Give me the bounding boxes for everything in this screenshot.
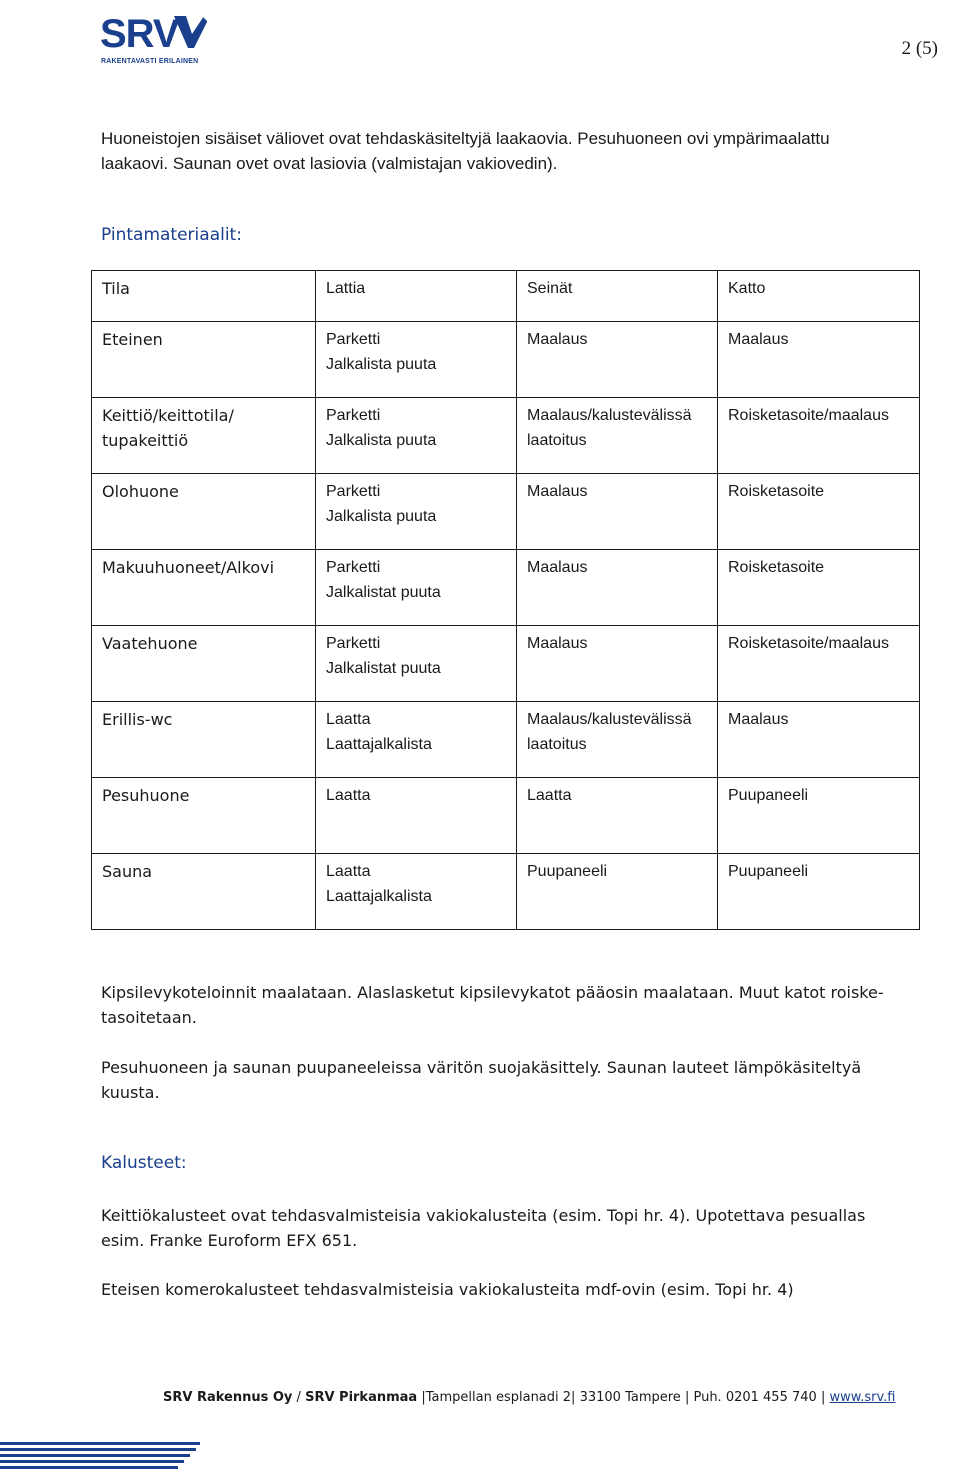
table-cell xyxy=(92,778,316,854)
table-cell xyxy=(316,626,517,702)
cell-line: Maalaus xyxy=(728,711,789,728)
footer-stripes-decoration xyxy=(0,1440,200,1470)
column-header: Lattia xyxy=(316,271,517,322)
cell-line: Laattajalkalista xyxy=(326,888,432,905)
page-number: 2 (5) xyxy=(901,38,938,59)
cell-line: Laatta xyxy=(326,863,371,880)
section-heading-pintamateriaalit: Pintamateriaalit: xyxy=(101,225,242,245)
table-cell xyxy=(718,778,920,854)
logo-check-icon xyxy=(172,14,212,50)
table-cell xyxy=(718,626,920,702)
cell-line: Maalaus xyxy=(527,483,588,500)
cell-line: Makuuhuoneet/Alkovi xyxy=(102,558,275,577)
cell-line: Sauna xyxy=(102,862,153,881)
notes-p2-line-2: kuusta. xyxy=(101,1083,160,1102)
column-header: Katto xyxy=(718,271,920,322)
table-header-row xyxy=(92,271,920,322)
cell-line: Roisketasoite/maalaus xyxy=(728,635,889,652)
table-cell xyxy=(718,702,920,778)
footer-company: SRV Rakennus Oy xyxy=(163,1390,293,1405)
cell-line: Laattajalkalista xyxy=(326,736,432,753)
logo-wordmark: SRV xyxy=(100,12,179,56)
table-cell xyxy=(517,398,718,474)
table-cell xyxy=(517,778,718,854)
table-cell xyxy=(316,854,517,930)
intro-line-2: laakaovi. Saunan ovet ovat lasiovia (valmistajan vakiovedin). xyxy=(101,154,558,173)
cell-line: Roisketasoite xyxy=(728,483,825,500)
kalusteet-p1-line-2: esim. Franke Euroform EFX 651. xyxy=(101,1231,358,1250)
table-cell xyxy=(316,702,517,778)
footer-website-link[interactable]: www.srv.fi xyxy=(829,1390,896,1405)
table-cell xyxy=(517,702,718,778)
table-row xyxy=(92,474,920,550)
table-cell xyxy=(92,854,316,930)
footer-divider: | xyxy=(421,1390,426,1405)
table-cell xyxy=(517,474,718,550)
cell-line: Jalkalistat puuta xyxy=(326,584,441,601)
logo-tagline: RAKENTAVASTI ERILAINEN xyxy=(101,58,199,65)
cell-line: Eteinen xyxy=(102,330,163,349)
cell-line: Puupaneeli xyxy=(728,863,809,880)
srv-logo xyxy=(100,12,210,72)
table-cell xyxy=(316,778,517,854)
table-cell xyxy=(517,854,718,930)
table-cell xyxy=(316,322,517,398)
footer-address: Tampellan esplanadi 2 xyxy=(425,1390,572,1405)
cell-line: Maalaus xyxy=(728,331,789,348)
footer-divider: | xyxy=(571,1390,576,1405)
cell-line: Puupaneeli xyxy=(527,863,608,880)
kalusteet-p2-line-1: Eteisen komerokalusteet tehdasvalmisteisia vakiokalusteita mdf-ovin (esim. Topi hr. 4) xyxy=(101,1280,794,1299)
table-cell xyxy=(92,550,316,626)
cell-line: Maalaus xyxy=(527,559,588,576)
cell-line: Laatta xyxy=(527,787,572,804)
table-cell xyxy=(316,474,517,550)
footer-phone: Puh. 0201 455 740 xyxy=(693,1390,817,1405)
cell-line: Laatta xyxy=(326,787,371,804)
column-header: Seinät xyxy=(517,271,718,322)
cell-line: Laatta xyxy=(326,711,371,728)
table-cell xyxy=(718,854,920,930)
cell-line: Vaatehuone xyxy=(102,634,198,653)
cell-line: Parketti xyxy=(326,331,381,348)
cell-line: Roisketasoite/maalaus xyxy=(728,407,889,424)
cell-line: Jalkalista puuta xyxy=(326,356,437,373)
table-cell xyxy=(718,322,920,398)
cell-line: Maalaus/kalustevälissä xyxy=(527,407,692,424)
table-cell xyxy=(92,322,316,398)
table-cell xyxy=(718,550,920,626)
cell-line: Maalaus/kalustevälissä xyxy=(527,711,692,728)
table-row xyxy=(92,322,920,398)
table-row xyxy=(92,702,920,778)
table-cell xyxy=(718,398,920,474)
footer-unit: SRV Pirkanmaa xyxy=(305,1390,418,1405)
cell-line: Parketti xyxy=(326,483,381,500)
cell-line: Jalkalista puuta xyxy=(326,508,437,525)
cell-line: Maalaus xyxy=(527,635,588,652)
cell-line: laatoitus xyxy=(527,736,587,753)
table-cell xyxy=(316,550,517,626)
cell-line: Olohuone xyxy=(102,482,179,501)
notes-p1-line-1: Kipsilevykoteloinnit maalataan. Alaslasketut kipsilevykatot pääosin maalataan. Muut katot roiske- xyxy=(101,983,884,1002)
table-cell xyxy=(517,322,718,398)
cell-line: Erillis-wc xyxy=(102,710,173,729)
notes-p1-line-2: tasoitetaan. xyxy=(101,1008,197,1027)
footer-divider: | xyxy=(684,1390,690,1405)
table-cell xyxy=(316,398,517,474)
cell-line: Parketti xyxy=(326,635,381,652)
cell-line: tupakeittiö xyxy=(102,431,189,450)
cell-line: Maalaus xyxy=(527,331,588,348)
cell-line: laatoitus xyxy=(527,432,587,449)
footer-separator: / xyxy=(292,1390,306,1405)
cell-line: Roisketasoite xyxy=(728,559,825,576)
table-cell xyxy=(92,474,316,550)
column-header: Tila xyxy=(92,271,316,322)
cell-line: Jalkalistat puuta xyxy=(326,660,441,677)
cell-line: Parketti xyxy=(326,407,381,424)
table-row xyxy=(92,550,920,626)
cell-line: Jalkalista puuta xyxy=(326,432,437,449)
footer-divider: | xyxy=(820,1390,826,1405)
page-footer xyxy=(163,1390,895,1405)
intro-line-1: Huoneistojen sisäiset väliovet ovat tehdaskäsiteltyjä laakaovia. Pesuhuoneen ovi ympärimaalattu xyxy=(101,129,830,148)
cell-line: Keittiö/keittotila/ xyxy=(102,406,234,425)
materials-table xyxy=(91,270,920,930)
table-cell xyxy=(92,626,316,702)
table-row xyxy=(92,398,920,474)
kalusteet-p1-line-1: Keittiökalusteet ovat tehdasvalmisteisia vakiokalusteita (esim. Topi hr. 4). Upotettava pesuallas xyxy=(101,1206,866,1225)
table-row xyxy=(92,854,920,930)
table-cell xyxy=(517,626,718,702)
cell-line: Pesuhuone xyxy=(102,786,190,805)
table-row xyxy=(92,626,920,702)
footer-city: 33100 Tampere xyxy=(579,1390,681,1405)
table-cell xyxy=(718,474,920,550)
cell-line: Puupaneeli xyxy=(728,787,809,804)
cell-line: Parketti xyxy=(326,559,381,576)
table-row xyxy=(92,778,920,854)
table-cell xyxy=(92,702,316,778)
table-cell xyxy=(517,550,718,626)
section-heading-kalusteet: Kalusteet: xyxy=(101,1153,187,1173)
notes-p2-line-1: Pesuhuoneen ja saunan puupaneeleissa väritön suojakäsittely. Saunan lauteet lämpökäsiteltyä xyxy=(101,1058,862,1077)
table-cell xyxy=(92,398,316,474)
